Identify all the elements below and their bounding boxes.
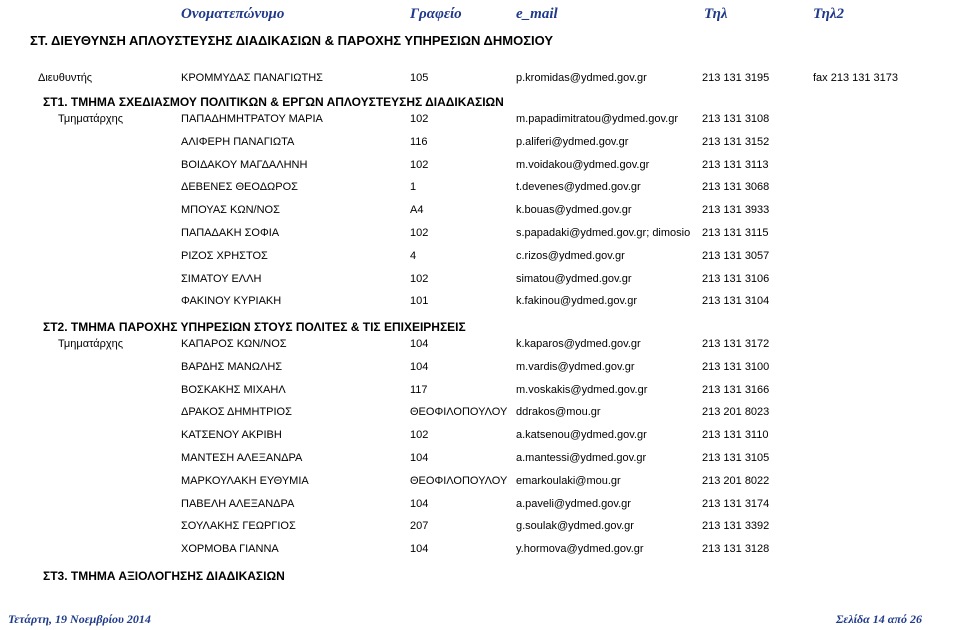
staff-name: ΚΑΤΣΕΝΟΥ ΑΚΡΙΒΗ [181,429,282,441]
staff-office: 207 [410,520,429,532]
staff-row [0,181,960,197]
staff-email: k.fakinou@ydmed.gov.gr [516,295,638,307]
staff-name: ΜΑΝΤΕΣΗ ΑΛΕΞΑΝΔΡΑ [181,452,303,464]
staff-name: ΠΑΠΑΔΗΜΗΤΡΑΤΟΥ ΜΑΡΙΑ [181,113,323,125]
staff-tel: 213 131 3172 [702,338,770,350]
staff-name: ΑΛΙΦΕΡΗ ΠΑΝΑΓΙΩΤΑ [181,136,295,148]
staff-email: a.paveli@ydmed.gov.gr [516,498,631,510]
staff-name: ΣΟΥΛΑΚΗΣ ΓΕΩΡΓΙΟΣ [181,520,296,532]
director-name: ΚΡΟΜΜΥΔΑΣ ΠΑΝΑΓΙΩΤΗΣ [181,72,323,84]
staff-row [0,543,960,559]
staff-office: Α4 [410,204,424,216]
staff-email: ddrakos@mou.gr [516,406,601,418]
staff-name: ΜΑΡΚΟΥΛΑΚΗ ΕΥΘΥΜΙΑ [181,475,309,487]
staff-row [0,498,960,514]
staff-email: m.voskakis@ydmed.gov.gr [516,384,648,396]
staff-name: ΣΙΜΑΤΟΥ ΕΛΛΗ [181,273,262,285]
header-email: e_mail [516,6,558,22]
staff-name: ΚΑΠΑΡΟΣ ΚΩΝ/ΝΟΣ [181,338,287,350]
staff-office: ΘΕΟΦΙΛΟΠΟΥΛΟΥ [410,475,508,487]
staff-office: 102 [410,113,429,125]
staff-row [0,113,960,129]
header-name: Ονοματεπώνυμο [181,6,285,22]
staff-office: 1 [410,181,417,193]
header-tel2: Τηλ2 [813,6,844,22]
staff-name: ΒΟΙΔΑΚΟΥ ΜΑΓΔΑΛΗΝΗ [181,159,308,171]
staff-tel: 213 131 3106 [702,273,770,285]
staff-row [0,429,960,445]
staff-email: k.kaparos@ydmed.gov.gr [516,338,641,350]
staff-email: y.hormova@ydmed.gov.gr [516,543,644,555]
director-email: p.kromidas@ydmed.gov.gr [516,72,647,84]
staff-office: 101 [410,295,429,307]
staff-email: c.rizos@ydmed.gov.gr [516,250,625,262]
staff-email: m.papadimitratou@ydmed.gov.gr [516,113,678,125]
section-title: ΣΤ1. ΤΜΗΜΑ ΣΧΕΔΙΑΣΜΟΥ ΠΟΛΙΤΙΚΩΝ & ΕΡΓΩΝ ΑΠΛΟΥΣΤΕΥΣΗΣ ΔΙΑΔΙΚΑΣΙΩΝ [43,95,504,109]
staff-tel: 213 131 3105 [702,452,770,464]
staff-email: a.mantessi@ydmed.gov.gr [516,452,647,464]
staff-tel: 213 131 3392 [702,520,770,532]
staff-tel: 213 131 3933 [702,204,770,216]
staff-office: 4 [410,250,417,262]
staff-office: 102 [410,159,429,171]
section-title: ΣΤ3. ΤΜΗΜΑ ΑΞΙΟΛΟΓΗΣΗΣ ΔΙΑΔΙΚΑΣΙΩΝ [43,569,285,583]
staff-row [0,295,960,311]
staff-row [0,204,960,220]
staff-name: ΒΟΣΚΑΚΗΣ ΜΙΧΑΗΛ [181,384,286,396]
staff-email: s.papadaki@ydmed.gov.gr; dimosio [516,227,691,239]
staff-tel: 213 131 3115 [702,227,769,239]
staff-row [0,273,960,289]
director-role: Διευθυντής [38,72,93,84]
staff-tel: 213 131 3128 [702,543,770,555]
staff-role: Τμηματάρχης [58,113,124,125]
director-tel: 213 131 3195 [702,72,770,84]
staff-office: ΘΕΟΦΙΛΟΠΟΥΛΟΥ [410,406,508,418]
column-header [0,6,960,28]
staff-tel: 213 131 3174 [702,498,770,510]
staff-tel: 213 201 8022 [702,475,770,487]
staff-office: 104 [410,498,429,510]
staff-email: a.katsenou@ydmed.gov.gr [516,429,647,441]
staff-name: ΠΑΒΕΛΗ ΑΛΕΞΑΝΔΡΑ [181,498,295,510]
staff-row [0,384,960,400]
footer-date: Τετάρτη, 19 Νοεμβρίου 2014 [8,612,151,626]
staff-row [0,520,960,536]
staff-tel: 213 131 3057 [702,250,770,262]
staff-name: ΦΑΚΙΝΟΥ ΚΥΡΙΑΚΗ [181,295,282,307]
staff-office: 102 [410,227,429,239]
footer-page: Σελίδα 14 από 26 [836,612,922,626]
staff-office: 117 [410,384,428,396]
staff-tel: 213 131 3068 [702,181,770,193]
director-office: 105 [410,72,429,84]
staff-row [0,159,960,175]
staff-email: m.vardis@ydmed.gov.gr [516,361,635,373]
header-tel: Τηλ [704,6,728,22]
directorate-title: ΣΤ. ΔΙΕΥΘΥΝΣΗ ΑΠΛΟΥΣΤΕΥΣΗΣ ΔΙΑΔΙΚΑΣΙΩΝ & ΠΑΡΟΧΗΣ ΥΠΗΡΕΣΙΩΝ ΔΗΜΟΣΙΟΥ [30,33,554,48]
staff-office: 102 [410,429,429,441]
staff-office: 104 [410,543,429,555]
staff-office: 104 [410,338,429,350]
staff-email: emarkoulaki@mou.gr [516,475,621,487]
director-fax: fax 213 131 3173 [813,72,899,84]
staff-row [0,475,960,491]
staff-email: p.aliferi@ydmed.gov.gr [516,136,629,148]
staff-tel: 213 131 3152 [702,136,770,148]
staff-name: ΧΟΡΜΟΒΑ ΓΙΑΝΝΑ [181,543,279,555]
staff-email: simatou@ydmed.gov.gr [516,273,632,285]
staff-tel: 213 131 3108 [702,113,770,125]
staff-name: ΔΡΑΚΟΣ ΔΗΜΗΤΡΙΟΣ [181,406,292,418]
staff-email: t.devenes@ydmed.gov.gr [516,181,641,193]
staff-office: 104 [410,452,429,464]
section-title: ΣΤ2. ΤΜΗΜΑ ΠΑΡΟΧΗΣ ΥΠΗΡΕΣΙΩΝ ΣΤΟΥΣ ΠΟΛΙΤΕΣ & ΤΙΣ ΕΠΙΧΕΙΡΗΣΕΙΣ [43,320,466,334]
director-row [0,72,960,88]
staff-tel: 213 201 8023 [702,406,770,418]
staff-row [0,406,960,422]
staff-tel: 213 131 3166 [702,384,770,396]
staff-email: g.soulak@ydmed.gov.gr [516,520,634,532]
staff-tel: 213 131 3113 [702,159,769,171]
staff-tel: 213 131 3104 [702,295,770,307]
staff-row [0,452,960,468]
staff-name: ΒΑΡΔΗΣ ΜΑΝΩΛΗΣ [181,361,283,373]
staff-row [0,136,960,152]
staff-name: ΠΑΠΑΔΑΚΗ ΣΟΦΙΑ [181,227,280,239]
staff-tel: 213 131 3110 [702,429,769,441]
staff-role: Τμηματάρχης [58,338,124,350]
staff-office: 104 [410,361,429,373]
header-office: Γραφείο [410,6,462,22]
staff-name: ΡΙΖΟΣ ΧΡΗΣΤΟΣ [181,250,268,262]
staff-office: 102 [410,273,429,285]
staff-row [0,227,960,243]
staff-row [0,361,960,377]
staff-tel: 213 131 3100 [702,361,770,373]
staff-office: 116 [410,136,428,148]
staff-name: ΔΕΒΕΝΕΣ ΘΕΟΔΩΡΟΣ [181,181,298,193]
staff-row [0,250,960,266]
staff-email: m.voidakou@ydmed.gov.gr [516,159,650,171]
page-footer [0,612,960,630]
staff-name: ΜΠΟΥΑΣ ΚΩΝ/ΝΟΣ [181,204,280,216]
staff-row [0,338,960,354]
staff-email: k.bouas@ydmed.gov.gr [516,204,632,216]
